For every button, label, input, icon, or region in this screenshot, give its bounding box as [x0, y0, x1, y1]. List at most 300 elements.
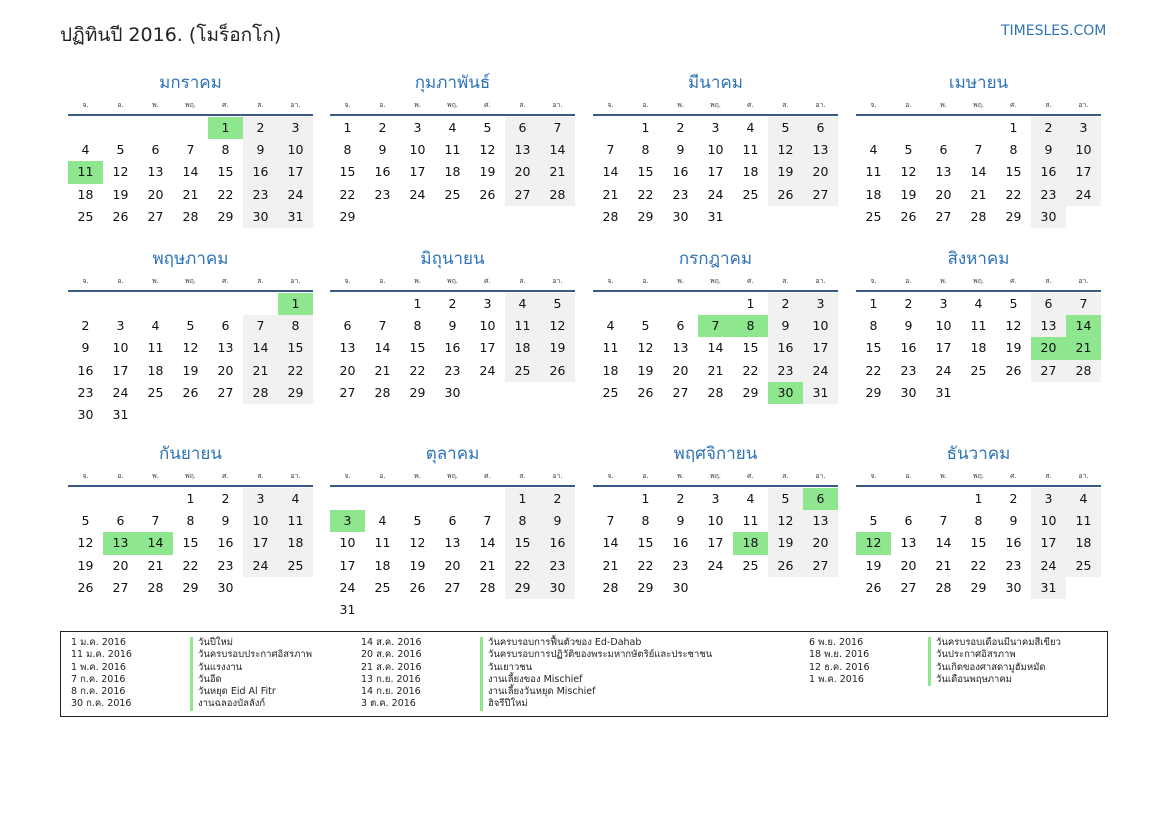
weekday-label: พฤ. — [972, 472, 985, 480]
weekday-label: จ. — [82, 277, 89, 285]
day-cell: 28 — [602, 208, 619, 224]
day-cell: 17 — [803, 337, 838, 359]
day-cell: 12 — [479, 142, 496, 158]
holiday-date: 30 ก.ค. 2016 — [71, 698, 132, 710]
day-cell: 31 — [112, 406, 129, 422]
day-cell: 23 — [217, 557, 234, 573]
day-cell: 27 — [935, 208, 952, 224]
day-cell: 23 — [1031, 184, 1066, 206]
holiday-date: 20 ส.ค. 2016 — [361, 649, 422, 661]
day-cell: 25 — [742, 557, 759, 573]
day-cell: 4 — [378, 513, 387, 529]
holiday-list — [60, 631, 1108, 717]
holiday-day-cell: 7 — [698, 315, 733, 337]
day-cell: 10 — [409, 142, 426, 158]
day-cell: 3 — [278, 117, 313, 139]
weekday-label: อ. — [905, 472, 912, 480]
day-cell: 28 — [540, 184, 575, 206]
day-cell: 27 — [505, 184, 540, 206]
day-cell: 13 — [217, 340, 234, 356]
day-cell: 22 — [182, 557, 199, 573]
day-cell: 9 — [768, 315, 803, 337]
day-cell: 19 — [409, 557, 426, 573]
day-cell: 23 — [77, 384, 94, 400]
day-cell: 14 — [243, 337, 278, 359]
day-cell: 27 — [339, 384, 356, 400]
holiday-name: วันอีด — [190, 674, 222, 686]
day-cell: 17 — [278, 161, 313, 183]
day-cell: 18 — [865, 186, 882, 202]
day-cell: 9 — [540, 510, 575, 532]
weekday-label: ศ. — [484, 277, 491, 285]
weekday-label: พฤ. — [446, 472, 459, 480]
month-name: เมษายน — [948, 73, 1009, 93]
day-cell: 28 — [970, 208, 987, 224]
holiday-day-cell: 1 — [208, 117, 243, 139]
holiday-name: วันปีใหม่ — [190, 637, 233, 649]
weekday-label: พ. — [414, 277, 421, 285]
day-cell: 12 — [768, 510, 803, 532]
month-name: กรกฎาคม — [678, 249, 753, 269]
day-cell: 8 — [974, 513, 983, 529]
holiday-day-cell: 12 — [856, 532, 891, 554]
day-cell: 3 — [1066, 117, 1101, 139]
day-cell: 24 — [278, 184, 313, 206]
day-cell: 7 — [1066, 293, 1101, 315]
day-cell: 15 — [505, 532, 540, 554]
empty-cell — [138, 293, 173, 315]
day-cell: 31 — [707, 208, 724, 224]
day-cell: 30 — [672, 579, 689, 595]
weekday-header — [856, 96, 1101, 116]
empty-cell — [856, 488, 891, 510]
holiday-date: 14 ส.ค. 2016 — [361, 637, 422, 648]
day-cell: 3 — [1031, 488, 1066, 510]
empty-cell — [593, 117, 628, 139]
holiday-day-cell: 14 — [138, 532, 173, 554]
holiday-name: งานเลี้ยงของ Mischief — [480, 674, 582, 686]
weekday-label: ส. — [782, 101, 789, 109]
weekday-label: ศ. — [222, 101, 229, 109]
day-cell: 5 — [186, 318, 195, 334]
day-cell: 27 — [803, 555, 838, 577]
weekday-label: อ. — [905, 277, 912, 285]
day-cell: 5 — [81, 513, 90, 529]
day-cell: 1 — [505, 488, 540, 510]
day-cell: 23 — [374, 186, 391, 202]
day-cell: 18 — [742, 164, 759, 180]
day-cell: 8 — [413, 318, 422, 334]
weekday-label: ศ. — [747, 472, 754, 480]
page-title: ปฏิทินปี 2016. (โมร็อกโก) — [60, 24, 282, 46]
month-calendar — [593, 441, 838, 599]
holiday-name: วันเกิดของศาสดามูฮัมหมัด — [928, 662, 1046, 674]
weekday-label: ส. — [782, 472, 789, 480]
day-cell: 18 — [278, 532, 313, 554]
day-cell: 4 — [746, 120, 755, 135]
day-cell: 10 — [278, 139, 313, 161]
empty-cell — [173, 117, 208, 139]
day-cell: 7 — [243, 315, 278, 337]
day-cell: 12 — [182, 340, 199, 356]
weekday-label: อ. — [905, 101, 912, 109]
day-cell: 2 — [1031, 117, 1066, 139]
holiday-name: วันครบรอบเดือนมีนาคมสีเขียว — [928, 637, 1061, 649]
day-cell: 6 — [939, 142, 948, 158]
day-cell: 8 — [641, 513, 650, 529]
day-cell: 11 — [374, 535, 391, 551]
day-cell: 18 — [147, 362, 164, 378]
day-grid — [330, 117, 575, 228]
weekday-label: พฤ. — [972, 277, 985, 285]
day-cell: 26 — [768, 184, 803, 206]
day-cell: 6 — [505, 117, 540, 139]
day-cell: 4 — [974, 296, 983, 311]
day-cell: 24 — [479, 362, 496, 378]
day-cell: 20 — [339, 362, 356, 378]
weekday-label: ส. — [1045, 101, 1052, 109]
day-cell: 4 — [278, 488, 313, 510]
day-cell: 9 — [378, 142, 387, 158]
site-link[interactable]: TIMESLES.COM — [1001, 23, 1107, 39]
day-cell: 5 — [413, 513, 422, 529]
day-cell: 26 — [540, 360, 575, 382]
holiday-date: 21 ส.ค. 2016 — [361, 661, 422, 673]
day-cell: 22 — [865, 362, 882, 378]
month-name: มีนาคม — [688, 73, 743, 93]
weekday-label: อ. — [117, 277, 124, 285]
day-cell: 23 — [243, 184, 278, 206]
day-cell: 14 — [602, 535, 619, 551]
holiday-day-cell: 18 — [733, 532, 768, 554]
weekday-label: อา. — [1078, 277, 1089, 285]
holiday-name: วันหยุด Eid Al Fitr — [190, 686, 276, 698]
day-cell: 31 — [339, 601, 356, 617]
day-cell: 20 — [217, 362, 234, 378]
day-cell: 8 — [278, 315, 313, 337]
day-cell: 16 — [672, 535, 689, 551]
holiday-row — [361, 698, 712, 710]
holiday-row — [71, 674, 312, 686]
day-cell: 26 — [409, 579, 426, 595]
day-cell: 16 — [1005, 535, 1022, 551]
day-cell: 30 — [217, 579, 234, 595]
holiday-date: 14 ก.ย. 2016 — [361, 686, 421, 698]
day-cell: 19 — [768, 161, 803, 183]
empty-cell — [68, 117, 103, 139]
empty-cell — [103, 117, 138, 139]
empty-cell — [243, 293, 278, 315]
holiday-row — [809, 662, 1061, 674]
day-cell: 29 — [339, 208, 356, 224]
day-cell: 17 — [935, 340, 952, 356]
day-cell: 31 — [803, 382, 838, 404]
day-cell: 29 — [742, 384, 759, 400]
holiday-row — [71, 637, 312, 649]
day-cell: 28 — [1066, 360, 1101, 382]
holiday-row — [361, 662, 712, 674]
day-cell: 22 — [637, 557, 654, 573]
day-cell: 13 — [444, 535, 461, 551]
weekday-label: พ. — [940, 472, 947, 480]
holiday-day-cell: 8 — [733, 315, 768, 337]
holiday-name: วันครบรอบประกาศอิสรภาพ — [190, 649, 312, 661]
weekday-header — [593, 272, 838, 292]
month-calendar — [330, 70, 575, 228]
day-cell: 3 — [116, 318, 125, 334]
weekday-label: จ. — [607, 472, 614, 480]
day-cell: 26 — [768, 555, 803, 577]
day-cell: 1 — [343, 120, 352, 135]
day-cell: 2 — [676, 491, 685, 506]
weekday-header — [856, 467, 1101, 487]
day-cell: 30 — [77, 406, 94, 422]
weekday-label: อ. — [117, 101, 124, 109]
holiday-name: วันครบรอบการฟื้นตัวของ Ed-Dahab — [480, 637, 641, 649]
day-cell: 6 — [343, 318, 352, 334]
day-cell: 13 — [147, 164, 164, 180]
day-cell: 26 — [479, 186, 496, 202]
day-cell: 28 — [935, 579, 952, 595]
day-cell: 29 — [409, 384, 426, 400]
day-cell: 25 — [970, 362, 987, 378]
empty-cell — [400, 488, 435, 510]
day-cell: 16 — [900, 340, 917, 356]
day-cell: 5 — [641, 318, 650, 334]
day-cell: 29 — [182, 579, 199, 595]
holiday-day-cell: 11 — [68, 161, 103, 183]
day-cell: 17 — [1031, 532, 1066, 554]
day-grid — [330, 488, 575, 621]
holiday-row — [361, 674, 712, 686]
empty-cell — [593, 293, 628, 315]
empty-cell — [365, 293, 400, 315]
day-cell: 11 — [970, 318, 987, 334]
day-cell: 1 — [641, 491, 650, 506]
day-cell: 16 — [672, 164, 689, 180]
day-cell: 24 — [707, 186, 724, 202]
day-cell: 13 — [900, 535, 917, 551]
day-cell: 15 — [182, 535, 199, 551]
day-cell: 5 — [1009, 296, 1018, 311]
day-cell: 1 — [974, 491, 983, 506]
day-cell: 23 — [540, 555, 575, 577]
weekday-header — [68, 96, 313, 116]
day-cell: 9 — [81, 340, 90, 356]
day-cell: 12 — [540, 315, 575, 337]
day-cell: 22 — [505, 555, 540, 577]
day-cell: 4 — [505, 293, 540, 315]
weekday-header — [330, 272, 575, 292]
day-cell: 13 — [672, 340, 689, 356]
empty-cell — [173, 293, 208, 315]
day-cell: 16 — [1031, 161, 1066, 183]
day-cell: 4 — [746, 491, 755, 506]
holiday-date: 12 ธ.ค. 2016 — [809, 661, 870, 673]
day-cell: 2 — [81, 318, 90, 334]
weekday-label: จ. — [607, 101, 614, 109]
month-name: กันยายน — [158, 444, 222, 464]
day-cell: 24 — [339, 579, 356, 595]
holiday-row — [71, 698, 312, 710]
month-calendar — [856, 70, 1101, 228]
weekday-label: พ. — [677, 472, 684, 480]
day-cell: 26 — [112, 208, 129, 224]
day-cell: 3 — [939, 296, 948, 311]
weekday-label: พ. — [152, 472, 159, 480]
holiday-date: 6 พ.ย. 2016 — [809, 637, 864, 648]
day-cell: 5 — [768, 117, 803, 139]
day-cell: 13 — [803, 510, 838, 532]
day-grid — [593, 488, 838, 599]
day-cell: 19 — [637, 362, 654, 378]
weekday-header — [330, 467, 575, 487]
day-cell: 5 — [540, 293, 575, 315]
day-cell: 10 — [1066, 139, 1101, 161]
day-cell: 18 — [444, 164, 461, 180]
month-name: ตุลาคม — [425, 444, 480, 464]
day-grid — [856, 488, 1101, 599]
day-cell: 21 — [707, 362, 724, 378]
weekday-label: ส. — [257, 472, 264, 480]
empty-cell — [68, 488, 103, 510]
month-name: พฤษภาคม — [152, 249, 229, 269]
month-name: สิงหาคม — [947, 249, 1010, 269]
empty-cell — [103, 293, 138, 315]
holiday-date: 13 ก.ย. 2016 — [361, 673, 421, 685]
month-calendar — [856, 441, 1101, 599]
day-cell: 11 — [1066, 510, 1101, 532]
weekday-label: อ. — [379, 472, 386, 480]
day-cell: 16 — [77, 362, 94, 378]
day-cell: 28 — [707, 384, 724, 400]
holiday-name: งานเลี้ยงวันหยุด Mischief — [480, 686, 595, 698]
day-cell: 24 — [935, 362, 952, 378]
day-cell: 19 — [112, 186, 129, 202]
day-grid — [593, 293, 838, 404]
day-cell: 22 — [339, 186, 356, 202]
day-cell: 11 — [602, 340, 619, 356]
day-cell: 11 — [742, 142, 759, 158]
day-cell: 3 — [243, 488, 278, 510]
weekday-label: พฤ. — [709, 277, 722, 285]
day-cell: 15 — [278, 337, 313, 359]
weekday-label: พ. — [677, 101, 684, 109]
day-cell: 16 — [540, 532, 575, 554]
weekday-label: ศ. — [484, 472, 491, 480]
weekday-label: ศ. — [747, 101, 754, 109]
empty-cell — [138, 117, 173, 139]
weekday-header — [68, 467, 313, 487]
day-cell: 2 — [221, 491, 230, 506]
weekday-label: อ. — [379, 101, 386, 109]
day-cell: 10 — [1031, 510, 1066, 532]
day-cell: 15 — [742, 340, 759, 356]
day-cell: 29 — [505, 577, 540, 599]
day-cell: 12 — [637, 340, 654, 356]
weekday-label: อา. — [552, 472, 563, 480]
day-cell: 19 — [479, 164, 496, 180]
day-cell: 16 — [768, 337, 803, 359]
holiday-date: 7 ก.ค. 2016 — [71, 673, 126, 685]
empty-cell — [856, 117, 891, 139]
day-cell: 12 — [768, 139, 803, 161]
day-cell: 22 — [637, 186, 654, 202]
day-cell: 21 — [243, 360, 278, 382]
day-cell: 25 — [278, 555, 313, 577]
empty-cell — [330, 488, 365, 510]
day-cell: 27 — [112, 579, 129, 595]
day-cell: 7 — [483, 513, 492, 529]
holiday-date: 11 ม.ค. 2016 — [71, 649, 132, 661]
day-cell: 28 — [374, 384, 391, 400]
weekday-label: พ. — [677, 277, 684, 285]
day-cell: 24 — [1066, 184, 1101, 206]
day-cell: 26 — [900, 208, 917, 224]
holiday-name: ฮิจรีปีใหม่ — [480, 698, 528, 710]
day-cell: 27 — [444, 579, 461, 595]
day-cell: 21 — [147, 557, 164, 573]
empty-cell — [926, 488, 961, 510]
day-cell: 16 — [217, 535, 234, 551]
day-cell: 30 — [900, 384, 917, 400]
day-cell: 5 — [768, 488, 803, 510]
day-cell: 10 — [243, 510, 278, 532]
weekday-label: พ. — [414, 472, 421, 480]
day-cell: 28 — [479, 579, 496, 595]
day-cell: 20 — [444, 557, 461, 573]
day-cell: 10 — [707, 513, 724, 529]
day-cell: 22 — [970, 557, 987, 573]
day-cell: 15 — [865, 340, 882, 356]
weekday-label: จ. — [82, 472, 89, 480]
day-cell: 29 — [278, 382, 313, 404]
day-cell: 27 — [147, 208, 164, 224]
day-cell: 1 — [1009, 120, 1018, 135]
weekday-label: พฤ. — [709, 101, 722, 109]
day-cell: 25 — [602, 384, 619, 400]
holiday-row — [71, 649, 312, 661]
day-cell: 9 — [243, 139, 278, 161]
day-cell: 20 — [803, 532, 838, 554]
day-cell: 17 — [112, 362, 129, 378]
day-cell: 9 — [1009, 513, 1018, 529]
holiday-row — [809, 637, 1061, 649]
day-cell: 15 — [1005, 164, 1022, 180]
day-cell: 23 — [672, 557, 689, 573]
weekday-label: อา. — [1078, 101, 1089, 109]
holiday-row — [809, 649, 1061, 661]
holiday-row — [809, 674, 1061, 686]
day-cell: 6 — [151, 142, 160, 158]
holiday-day-cell: 21 — [1066, 337, 1101, 359]
day-cell: 6 — [448, 513, 457, 529]
day-cell: 21 — [970, 186, 987, 202]
day-cell: 23 — [672, 186, 689, 202]
day-cell: 20 — [935, 186, 952, 202]
weekday-label: ศ. — [1010, 277, 1017, 285]
weekday-label: พฤ. — [446, 101, 459, 109]
day-cell: 6 — [1031, 293, 1066, 315]
day-cell: 24 — [409, 186, 426, 202]
day-cell: 14 — [182, 164, 199, 180]
weekday-header — [330, 96, 575, 116]
day-cell: 19 — [1005, 340, 1022, 356]
day-cell: 7 — [974, 142, 983, 158]
day-cell: 24 — [1031, 555, 1066, 577]
weekday-label: ส. — [519, 101, 526, 109]
day-cell: 24 — [112, 384, 129, 400]
